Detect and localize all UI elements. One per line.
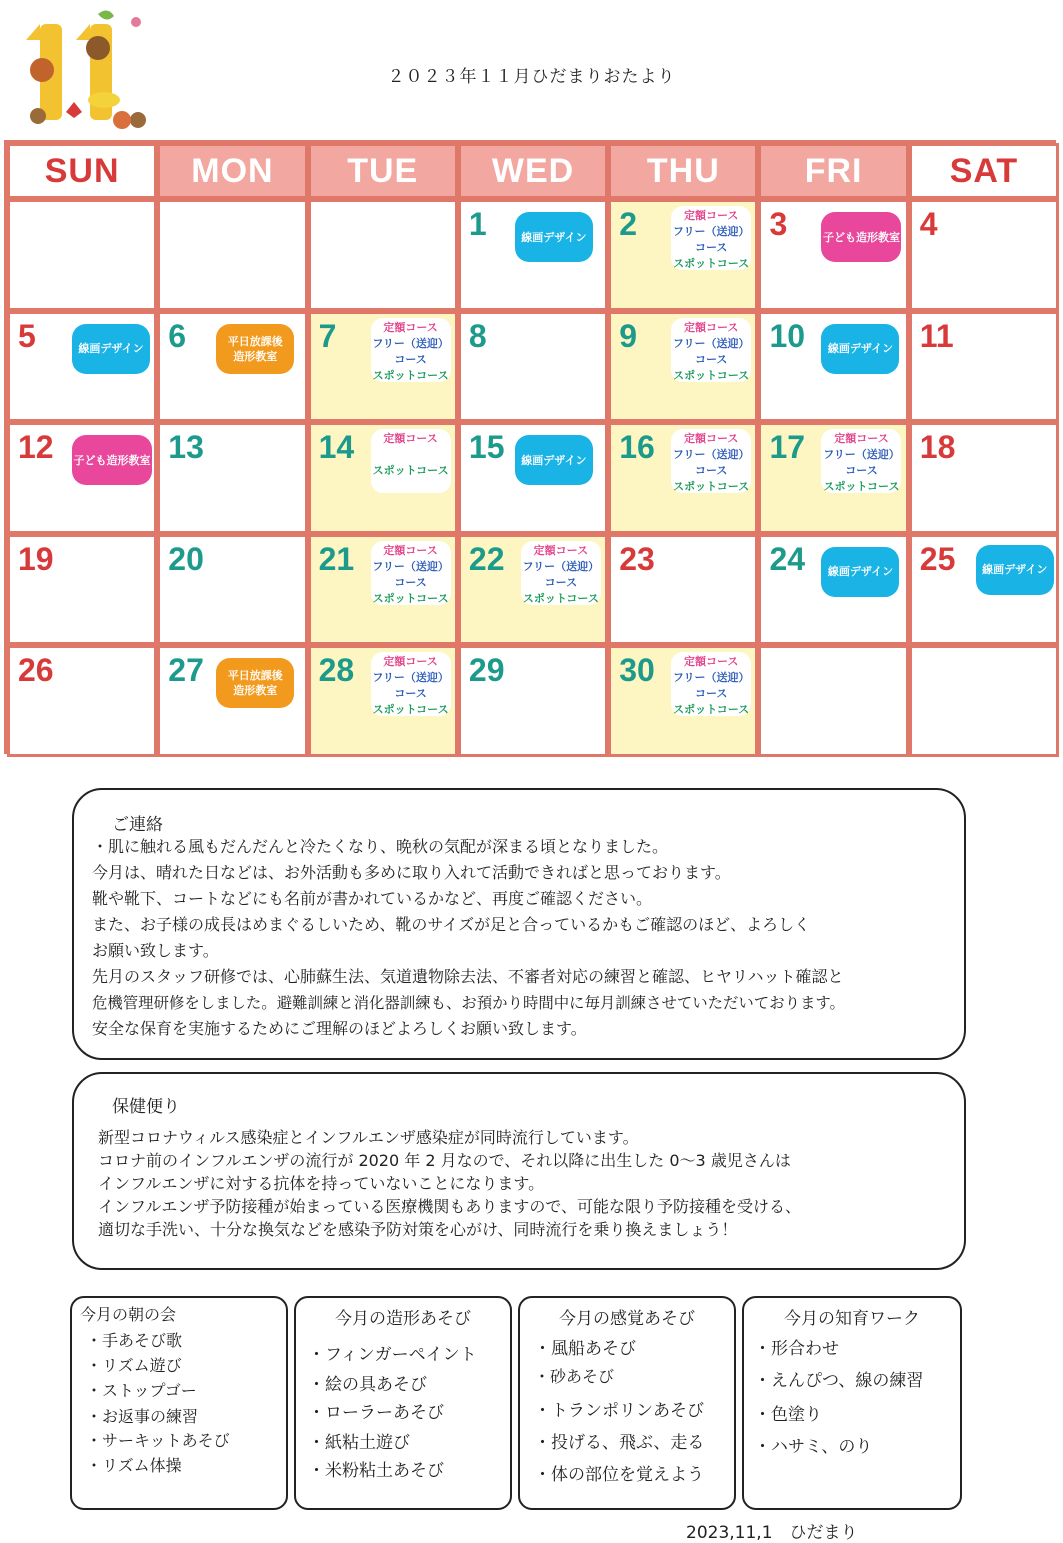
course-fixed: 定額コース xyxy=(383,655,438,669)
page-title: ２０２３年１１月ひだまりおたより xyxy=(387,67,676,87)
day-cell-10 xyxy=(758,311,908,423)
day-cell-29 xyxy=(458,645,608,757)
event-line-design: 線画デザイン xyxy=(515,435,593,485)
course-free: フリー（送迎）コース xyxy=(522,559,600,589)
art-play-box xyxy=(294,1296,512,1510)
course-spot: スポットコース xyxy=(673,257,750,270)
sensory-play-item: ・投げる、飛ぶ、走る xyxy=(534,1433,705,1453)
course-spot: スポットコース xyxy=(372,464,449,478)
day-cell-3 xyxy=(758,199,908,311)
notice-line: 安全な保育を実施するためにご理解のほどよろしくお願い致します。 xyxy=(92,1019,587,1038)
educational-work-item: ・ハサミ、のり xyxy=(754,1437,873,1457)
day-number: 19 xyxy=(18,540,54,577)
health-line: インフルエンザに対する抗体を持っていないことになります。 xyxy=(98,1174,545,1193)
day-number: 29 xyxy=(468,652,505,689)
day-cell-4 xyxy=(909,199,1059,311)
day-cell-26 xyxy=(7,645,157,757)
day-cell-empty xyxy=(909,645,1059,757)
notice-line: 靴や靴下、コートなどにも名前が書かれているかなど、再度ご確認ください。 xyxy=(92,889,653,908)
course-fixed: 定額コース xyxy=(383,543,438,557)
day-cell-9 xyxy=(608,311,758,423)
course-spot: スポットコース xyxy=(673,703,750,717)
course-fixed: 定額コース xyxy=(834,432,889,446)
sensory-play-item: ・風船あそび xyxy=(534,1339,636,1359)
educational-work-item: ・えんぴつ、線の練習 xyxy=(754,1371,924,1391)
event-line-design: 線画デザイン xyxy=(821,547,899,597)
course-spot: スポットコース xyxy=(673,480,750,494)
event-line-design: 線画デザイン xyxy=(72,324,150,374)
day-cell-23 xyxy=(608,534,758,646)
day-cell-20 xyxy=(157,534,307,646)
header-wed: WED xyxy=(458,143,608,199)
notice-line: お願い致します。 xyxy=(92,941,219,960)
day-number: 11 xyxy=(919,317,954,354)
course-block xyxy=(671,206,751,270)
notice-line: 危機管理研修をしました。避難訓練と消化器訓練も、お預かり時間中に毎月訓練させていただいております。 xyxy=(92,994,845,1012)
day-cell-18 xyxy=(909,422,1059,534)
sensory-play-title: 今月の感覚あそび xyxy=(559,1309,695,1329)
day-cell-12 xyxy=(7,422,157,534)
art-play-item: ・絵の具あそび xyxy=(308,1375,427,1395)
morning-meeting-title: 今月の朝の会 xyxy=(80,1305,177,1324)
day-number: 28 xyxy=(318,652,355,689)
day-number: 3 xyxy=(769,206,788,242)
day-cell-5 xyxy=(7,311,157,423)
day-number: 18 xyxy=(919,429,956,466)
health-line: インフルエンザ予防接種が始まっている医療機関もありますので、可能な限り予防接種を受ける、 xyxy=(98,1197,802,1216)
day-cell-2 xyxy=(608,199,758,311)
notice-heading: ご連絡 xyxy=(112,815,163,835)
day-number: 21 xyxy=(318,540,355,577)
event-line-design: 線画デザイン xyxy=(821,324,899,374)
day-cell-empty xyxy=(758,645,908,757)
event-weekday-art-line2: 造形教室 xyxy=(233,684,278,698)
course-fixed: 定額コース xyxy=(533,543,589,557)
notice-line: また、お子様の成長はめまぐるしいため、靴のサイズが足と合っているかもご確認のほど、よろしく xyxy=(92,915,811,934)
notice-line: 今月は、晴れた日などは、お外活動も多めに取り入れて活動できればと思っております。 xyxy=(92,863,731,882)
header-tue: TUE xyxy=(308,143,458,199)
course-free: フリー（送迎）コース xyxy=(672,671,750,701)
course-block xyxy=(371,541,451,605)
course-free: フリー（送迎）コース xyxy=(672,225,750,254)
event-weekday-art xyxy=(216,324,294,374)
header-sun: SUN xyxy=(7,143,157,199)
health-line: 新型コロナウィルス感染症とインフルエンザ感染症が同時流行しています。 xyxy=(98,1128,639,1147)
day-number: 24 xyxy=(769,540,806,577)
day-cell-15 xyxy=(458,422,608,534)
day-number: 7 xyxy=(318,317,337,354)
day-number: 10 xyxy=(769,317,806,354)
day-number: 30 xyxy=(619,652,655,689)
course-free: フリー（送迎）コース xyxy=(372,671,449,701)
course-block xyxy=(671,429,751,493)
morning-meeting-item: ・手あそび歌 xyxy=(86,1331,183,1350)
morning-meeting-item: ・ストップゴー xyxy=(86,1381,197,1400)
notice-line: ・肌に触れる風もだんだんと冷たくなり、晩秋の気配が深まる頃となりました。 xyxy=(92,837,669,856)
day-number: 6 xyxy=(168,317,187,354)
course-fixed: 定額コース xyxy=(683,432,739,446)
sensory-play-item: ・砂あそび xyxy=(534,1367,615,1386)
day-cell-27 xyxy=(157,645,307,757)
day-number: 22 xyxy=(468,540,505,577)
course-spot: スポットコース xyxy=(372,591,449,605)
event-weekday-art-line1: 平日放課後 xyxy=(227,669,283,683)
course-fixed: 定額コース xyxy=(683,320,739,334)
educational-work-item: ・形合わせ xyxy=(754,1339,839,1359)
morning-meeting-box xyxy=(70,1296,288,1510)
footer-date-signature: 2023,11,1 ひだまり xyxy=(686,1523,858,1543)
course-spot: スポットコース xyxy=(372,703,449,717)
course-fixed: 定額コース xyxy=(683,655,739,669)
day-cell-empty xyxy=(7,199,157,311)
header-sat: SAT xyxy=(909,143,1059,199)
day-number: 23 xyxy=(619,540,655,577)
notice-box xyxy=(72,788,966,1060)
day-number: 25 xyxy=(919,540,956,577)
day-cell-17 xyxy=(758,422,908,534)
header-thu: THU xyxy=(608,143,758,199)
day-number: 27 xyxy=(168,652,204,689)
day-cell-22 xyxy=(458,534,608,646)
day-cell-14 xyxy=(308,422,458,534)
course-fixed: 定額コース xyxy=(383,320,438,334)
educational-work-title: 今月の知育ワーク xyxy=(784,1309,920,1329)
day-cell-1 xyxy=(458,199,608,311)
day-number: 17 xyxy=(769,429,806,466)
day-cell-21 xyxy=(308,534,458,646)
educational-work-item: ・色塗り xyxy=(754,1405,822,1425)
morning-meeting-item: ・リズム遊び xyxy=(86,1356,182,1375)
morning-meeting-item: ・サーキットあそび xyxy=(86,1431,230,1450)
course-block xyxy=(671,318,751,382)
day-number: 8 xyxy=(468,317,487,354)
day-number: 20 xyxy=(168,540,204,577)
day-cell-24 xyxy=(758,534,908,646)
event-kids-art: 子ども造形教室 xyxy=(821,212,901,262)
art-play-title: 今月の造形あそび xyxy=(335,1309,471,1329)
day-number: 4 xyxy=(919,206,938,242)
header-fri: FRI xyxy=(758,143,908,199)
health-line: コロナ前のインフルエンザの流行が 2020 年 2 月なので、それ以降に出生した 0～3 歳児さんは xyxy=(98,1151,791,1170)
course-spot: スポットコース xyxy=(522,591,599,605)
day-number: 13 xyxy=(168,429,204,466)
educational-work-box xyxy=(742,1296,962,1510)
day-number: 15 xyxy=(468,429,505,466)
header-mon: MON xyxy=(157,143,307,199)
day-cell-7 xyxy=(308,311,458,423)
course-free: フリー（送迎）コース xyxy=(372,559,449,589)
calendar-grid xyxy=(4,140,1056,754)
health-heading: 保健便り xyxy=(112,1097,180,1117)
day-cell-empty xyxy=(308,199,458,311)
course-fixed: 定額コース xyxy=(383,432,438,446)
course-spot: スポットコース xyxy=(372,368,449,382)
sensory-play-item: ・トランポリンあそび xyxy=(534,1401,704,1421)
art-play-item: ・紙粘土遊び xyxy=(308,1433,410,1453)
day-number: 14 xyxy=(318,429,355,466)
day-cell-28 xyxy=(308,645,458,757)
day-number: 5 xyxy=(18,317,36,354)
day-number: 1 xyxy=(468,206,487,242)
event-weekday-art-line2: 造形教室 xyxy=(233,349,278,363)
event-weekday-art-line1: 平日放課後 xyxy=(227,334,283,348)
art-play-item: ・フィンガーペイント xyxy=(308,1345,477,1365)
day-cell-30 xyxy=(608,645,758,757)
sensory-play-box xyxy=(518,1296,736,1510)
sensory-play-item: ・体の部位を覚えよう xyxy=(534,1465,704,1485)
health-line: 適切な手洗い、十分な換気などを感染予防対策を心がけ、同時流行を乗り換えましょう！ xyxy=(98,1220,738,1239)
day-number: 26 xyxy=(18,652,54,689)
day-number: 16 xyxy=(619,429,655,466)
day-number: 12 xyxy=(18,429,54,466)
course-block xyxy=(821,429,901,493)
notice-line: 先月のスタッフ研修では、心肺蘇生法、気道遺物除去法、不審者対応の練習と確認、ヒヤリハット確認と xyxy=(92,967,844,986)
health-body xyxy=(98,1126,958,1241)
course-spot: スポットコース xyxy=(823,480,900,494)
art-play-item: ・ローラーあそび xyxy=(308,1403,444,1423)
day-cell-6 xyxy=(157,311,307,423)
course-blank xyxy=(371,447,451,463)
day-cell-25 xyxy=(909,534,1059,646)
course-free: フリー（送迎）コース xyxy=(823,448,900,478)
day-number: 9 xyxy=(619,317,637,354)
event-line-design: 線画デザイン xyxy=(515,212,593,262)
course-free: フリー（送迎）コース xyxy=(672,336,750,366)
course-block xyxy=(671,652,751,716)
health-box xyxy=(72,1072,966,1270)
course-spot: スポットコース xyxy=(673,368,750,382)
course-fixed: 定額コース xyxy=(683,209,739,222)
notice-body xyxy=(92,834,972,1042)
event-kids-art: 子ども造形教室 xyxy=(72,435,152,485)
course-block xyxy=(521,541,601,605)
event-line-design: 線画デザイン xyxy=(976,545,1054,595)
course-free: フリー（送迎）コース xyxy=(372,336,449,366)
day-cell-11 xyxy=(909,311,1059,423)
event-weekday-art xyxy=(216,658,294,708)
day-cell-13 xyxy=(157,422,307,534)
day-cell-19 xyxy=(7,534,157,646)
course-free: フリー（送迎）コース xyxy=(672,448,750,478)
day-cell-empty xyxy=(157,199,307,311)
morning-meeting-item: ・お返事の練習 xyxy=(86,1407,199,1426)
course-block xyxy=(371,318,451,382)
day-number: 2 xyxy=(619,206,637,242)
course-block xyxy=(371,429,451,493)
day-cell-16 xyxy=(608,422,758,534)
morning-meeting-item: ・リズム体操 xyxy=(86,1456,182,1475)
art-play-item: ・米粉粘土あそび xyxy=(308,1461,444,1481)
day-cell-8 xyxy=(458,311,608,423)
course-block xyxy=(371,652,451,716)
